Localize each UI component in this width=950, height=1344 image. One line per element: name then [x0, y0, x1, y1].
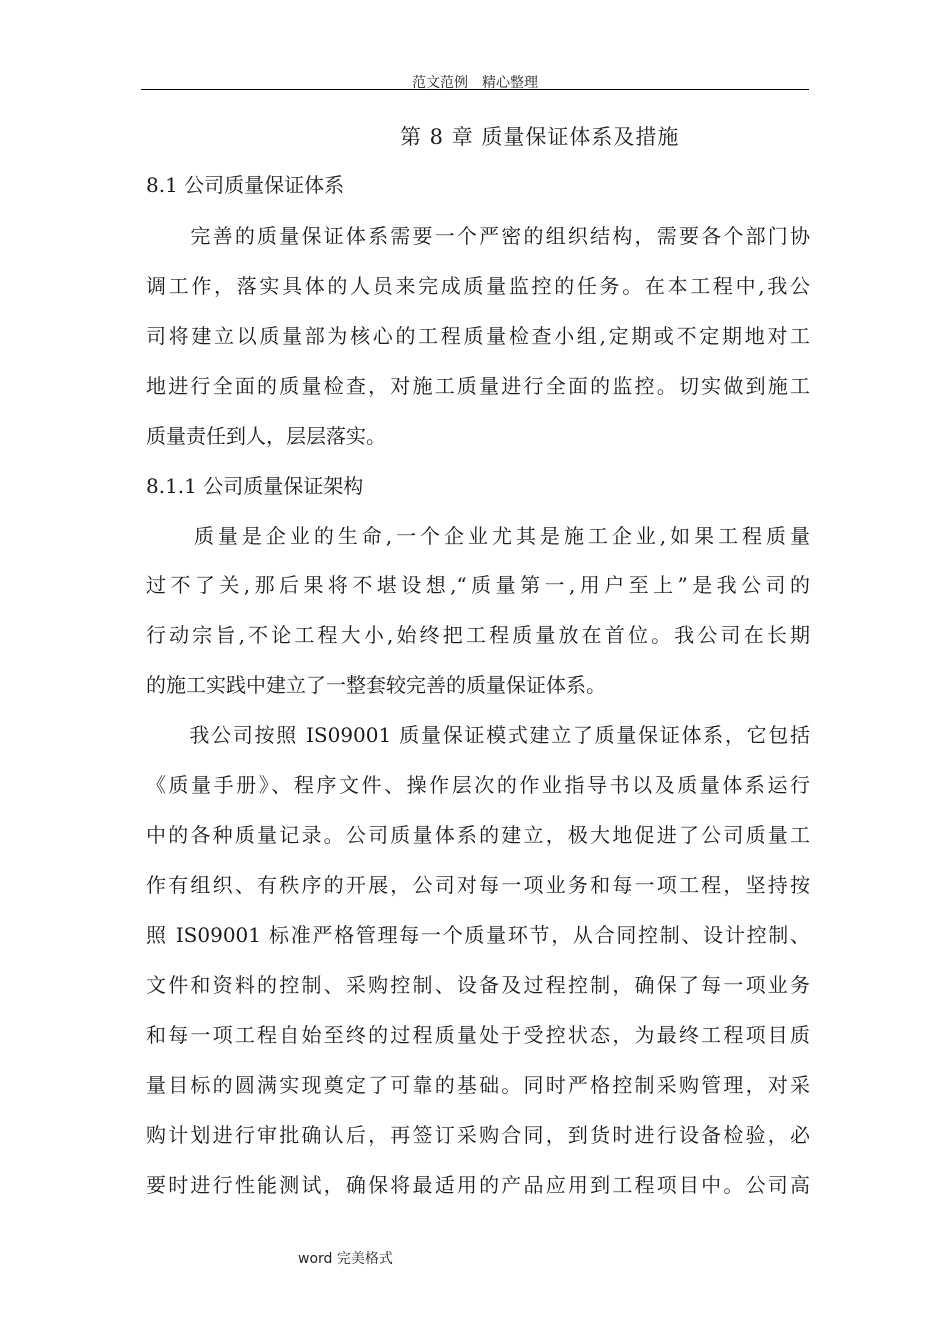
- paragraph-line: 司将建立以质量部为核心的工程质量检查小组,定期或不定期地对工: [146, 324, 810, 348]
- paragraph-line: 照 IS09001 标准严格管理每一个质量环节，从合同控制、设计控制、: [146, 923, 810, 947]
- header-divider: [141, 89, 809, 90]
- chapter-title: 第 8 章 质量保证体系及措施: [400, 125, 680, 149]
- section-heading-8-1-1: 8.1.1 公司质量保证架构: [146, 474, 364, 498]
- paragraph-line: 完善的质量保证体系需要一个严密的组织结构，需要各个部门协: [146, 224, 810, 248]
- paragraph-line: 我公司按照 IS09001 质量保证模式建立了质量保证体系，它包括: [146, 723, 810, 747]
- paragraph-line: 质量是企业的生命,一个企业尤其是施工企业,如果工程质量: [146, 524, 810, 548]
- paragraph-line: 作有组织、有秩序的开展，公司对每一项业务和每一项工程，坚持按: [146, 873, 810, 897]
- paragraph-line: 购计划进行审批确认后，再签订采购合同，到货时进行设备检验，必: [146, 1123, 810, 1147]
- paragraph-line: 量目标的圆满实现奠定了可靠的基础。同时严格控制采购管理，对采: [146, 1073, 810, 1097]
- paragraph-line: 文件和资料的控制、采购控制、设备及过程控制，确保了每一项业务: [146, 973, 810, 997]
- paragraph-line: 要时进行性能测试，确保将最适用的产品应用到工程项目中。公司高: [146, 1173, 810, 1197]
- page-header: 范文范例 精心整理: [412, 75, 538, 91]
- paragraph-line: 过不了关,那后果将不堪设想,“质量第一,用户至上”是我公司的: [146, 573, 810, 597]
- paragraph-line: 《质量手册》、程序文件、操作层次的作业指导书以及质量体系运行: [146, 773, 810, 797]
- paragraph-line: 调工作，落实具体的人员来完成质量监控的任务。在本工程中,我公: [146, 274, 810, 298]
- paragraph-line: 的施工实践中建立了一整套较完善的质量保证体系。: [146, 673, 606, 697]
- section-heading-8-1: 8.1 公司质量保证体系: [146, 173, 345, 197]
- paragraph-line: 和每一项工程自始至终的过程质量处于受控状态，为最终工程项目质: [146, 1023, 810, 1047]
- paragraph-line: 质量责任到人，层层落实。: [146, 424, 386, 448]
- page-footer: word 完美格式: [298, 1251, 393, 1267]
- paragraph-line: 中的各种质量记录。公司质量体系的建立，极大地促进了公司质量工: [146, 823, 810, 847]
- paragraph-line: 地进行全面的质量检查，对施工质量进行全面的监控。切实做到施工: [146, 374, 810, 398]
- paragraph-line: 行动宗旨,不论工程大小,始终把工程质量放在首位。我公司在长期: [146, 623, 810, 647]
